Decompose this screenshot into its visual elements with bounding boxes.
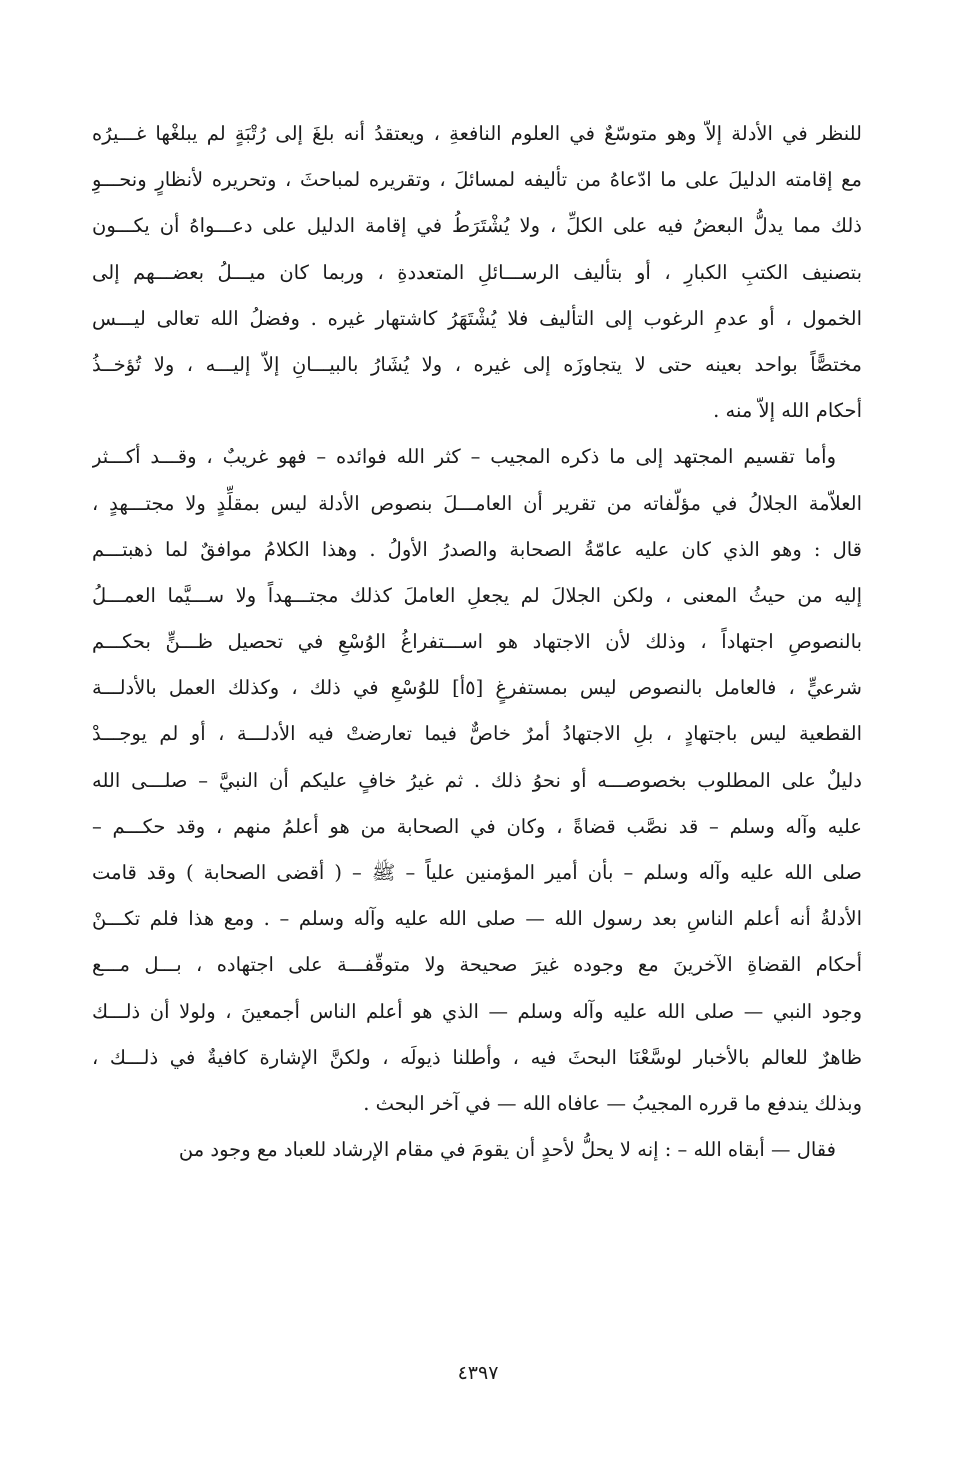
text-line: شرعيٍّ ، فالعامل بالنصوص ليس بمستفرغٍ [٥أ] للوُسْعِ في ذلك ، وكذلك العمل بالأدلـــة [92,676,862,700]
text-line: قال : وهو الذي كان عليه عامّةُ الصحابة والصدرُ الأولُ . وهذا الكلامُ موافقٌ لما ذهبتـــم [92,537,862,561]
text-line: مع إقامته الدليلَ على ما ادّعاهُ من تأليفه لمسائلَ ، وتقريره لمباحثَ ، وتحريره لأنظارٍ ونحـــوِ [92,168,862,192]
text-line: إليه من حيثُ المعنى ، ولكن الجلالَ لم يجعلِ العاملَ كذلك مجتـــهداً ولا ســـيَّما العمـــلُ [92,583,862,607]
text-line: العلاّمة الجلالُ في مؤلّفاته من تقرير أن العامـــلَ بنصوص الأدلة ليس بمقلِّدٍ ولا مجتـــهدٍ ، [92,491,862,515]
text-line: دليلٌ على المطلوب بخصوصـــه أو نحوُ ذلك . ثم غيرُ خافٍ عليكم أن النبيَّ – صلـــى الله [92,768,862,792]
text-line: القطعية ليس باجتهادٍ ، بلِ الاجتهادُ أمرٌ خاصٌّ فيما تعارضتْ فيه الأدلـــة ، أو لم يوجـــدْ [92,722,862,746]
text-line: للنظر في الأدلة إلاّ وهو متوسّعٌ في العلوم النافعةِ ، ويعتقدُ أنه بلغَ إلى رُتْبَةٍ لم يبلغْها غـــيرُه [92,122,862,145]
body-text [92,111,862,1173]
text-line: بتصنيف الكتبِ الكبارِ ، أو بتأليف الرســـائلِ المتعددةِ ، وربما كان ميـــلُ بعضـــهم إلى [92,260,862,284]
text-line: الخمول ، أو عدمِ الرغوب إلى التأليف فلا يُشْتَهَرُ كاشتهار غيره . وفضلُ الله تعالى ليـــس [92,306,862,330]
text-line: ذلك مما يدلُّ البعضُ فيه على الكلِّ ، ولا يُشْتَرَطُ في إقامة الدليل على دعـــواهُ أن يكـــون [92,214,862,238]
text-line: صلى الله عليه وآله وسلم – بأن أمير المؤمنين علياً – ﷺ – ( أقضى الصحابة ) وقد قامت [92,861,862,884]
text-line: وبذلك يندفع ما قرره المجيبُ — عافاه الله — في آخر البحث . [363,1091,862,1115]
text-line: عليه وآله وسلم – قد نصَّب قضاةً ، وكان في الصحابة من هو أعلمُ منهم ، وقد حكـــم – [92,814,862,838]
text-line: وجود النبي — صلى الله عليه وآله وسلم — الذي هو أعلم الناس أجمعينَ ، ولولا أن ذلـــك [92,999,862,1023]
text-line: فقال — أبقاه الله – : إنه لا يحلُّ لأحدٍ أن يقومَ في مقام الإرشاد للعباد مع وجود من [178,1138,836,1162]
text-line: أحكام القضاةِ الآخرينَ مع وجوده غيرَ صحيحة ولا متوقّفـــة على اجتهاده ، بـــل مـــع [92,953,862,977]
text-line: وأما تقسيم المجتهد إلى ما ذكره المجيب – كثر الله فوائده – فهو غريبٌ ، وقـــد أكـــثر [92,445,836,469]
page-number: ٤٣٩٧ [457,1362,499,1384]
text-line: ظاهرٌ للعالم بالأخبار لوسَّعْنَا البحثَ فيه ، وأطلنا ذيولَه ، ولكنَّ الإشارة كافيةٌ في ذلـــك ، [92,1045,862,1069]
text-line: بالنصوصِ اجتهاداً ، وذلك لأن الاجتهاد هو اســـتفراغُ الوُسْعِ في تحصيل ظـــنٍّ بحكـــم [92,630,862,654]
text-line: أحكام الله إلاّ منه . [713,399,862,423]
text-line: الأدلةُ أنه أعلم الناسِ بعد رسول الله — صلى الله عليه وآله وسلم – . ومع هذا فلم تكـــنْ [92,907,862,931]
text-line: مختصًّاً بواحد بعينه حتى لا يتجاوزَه إلى غيره ، ولا يُشَارُ بالبيـــانِ إلاّ إليـــه ، ولا تُؤخــذُ [92,352,862,376]
